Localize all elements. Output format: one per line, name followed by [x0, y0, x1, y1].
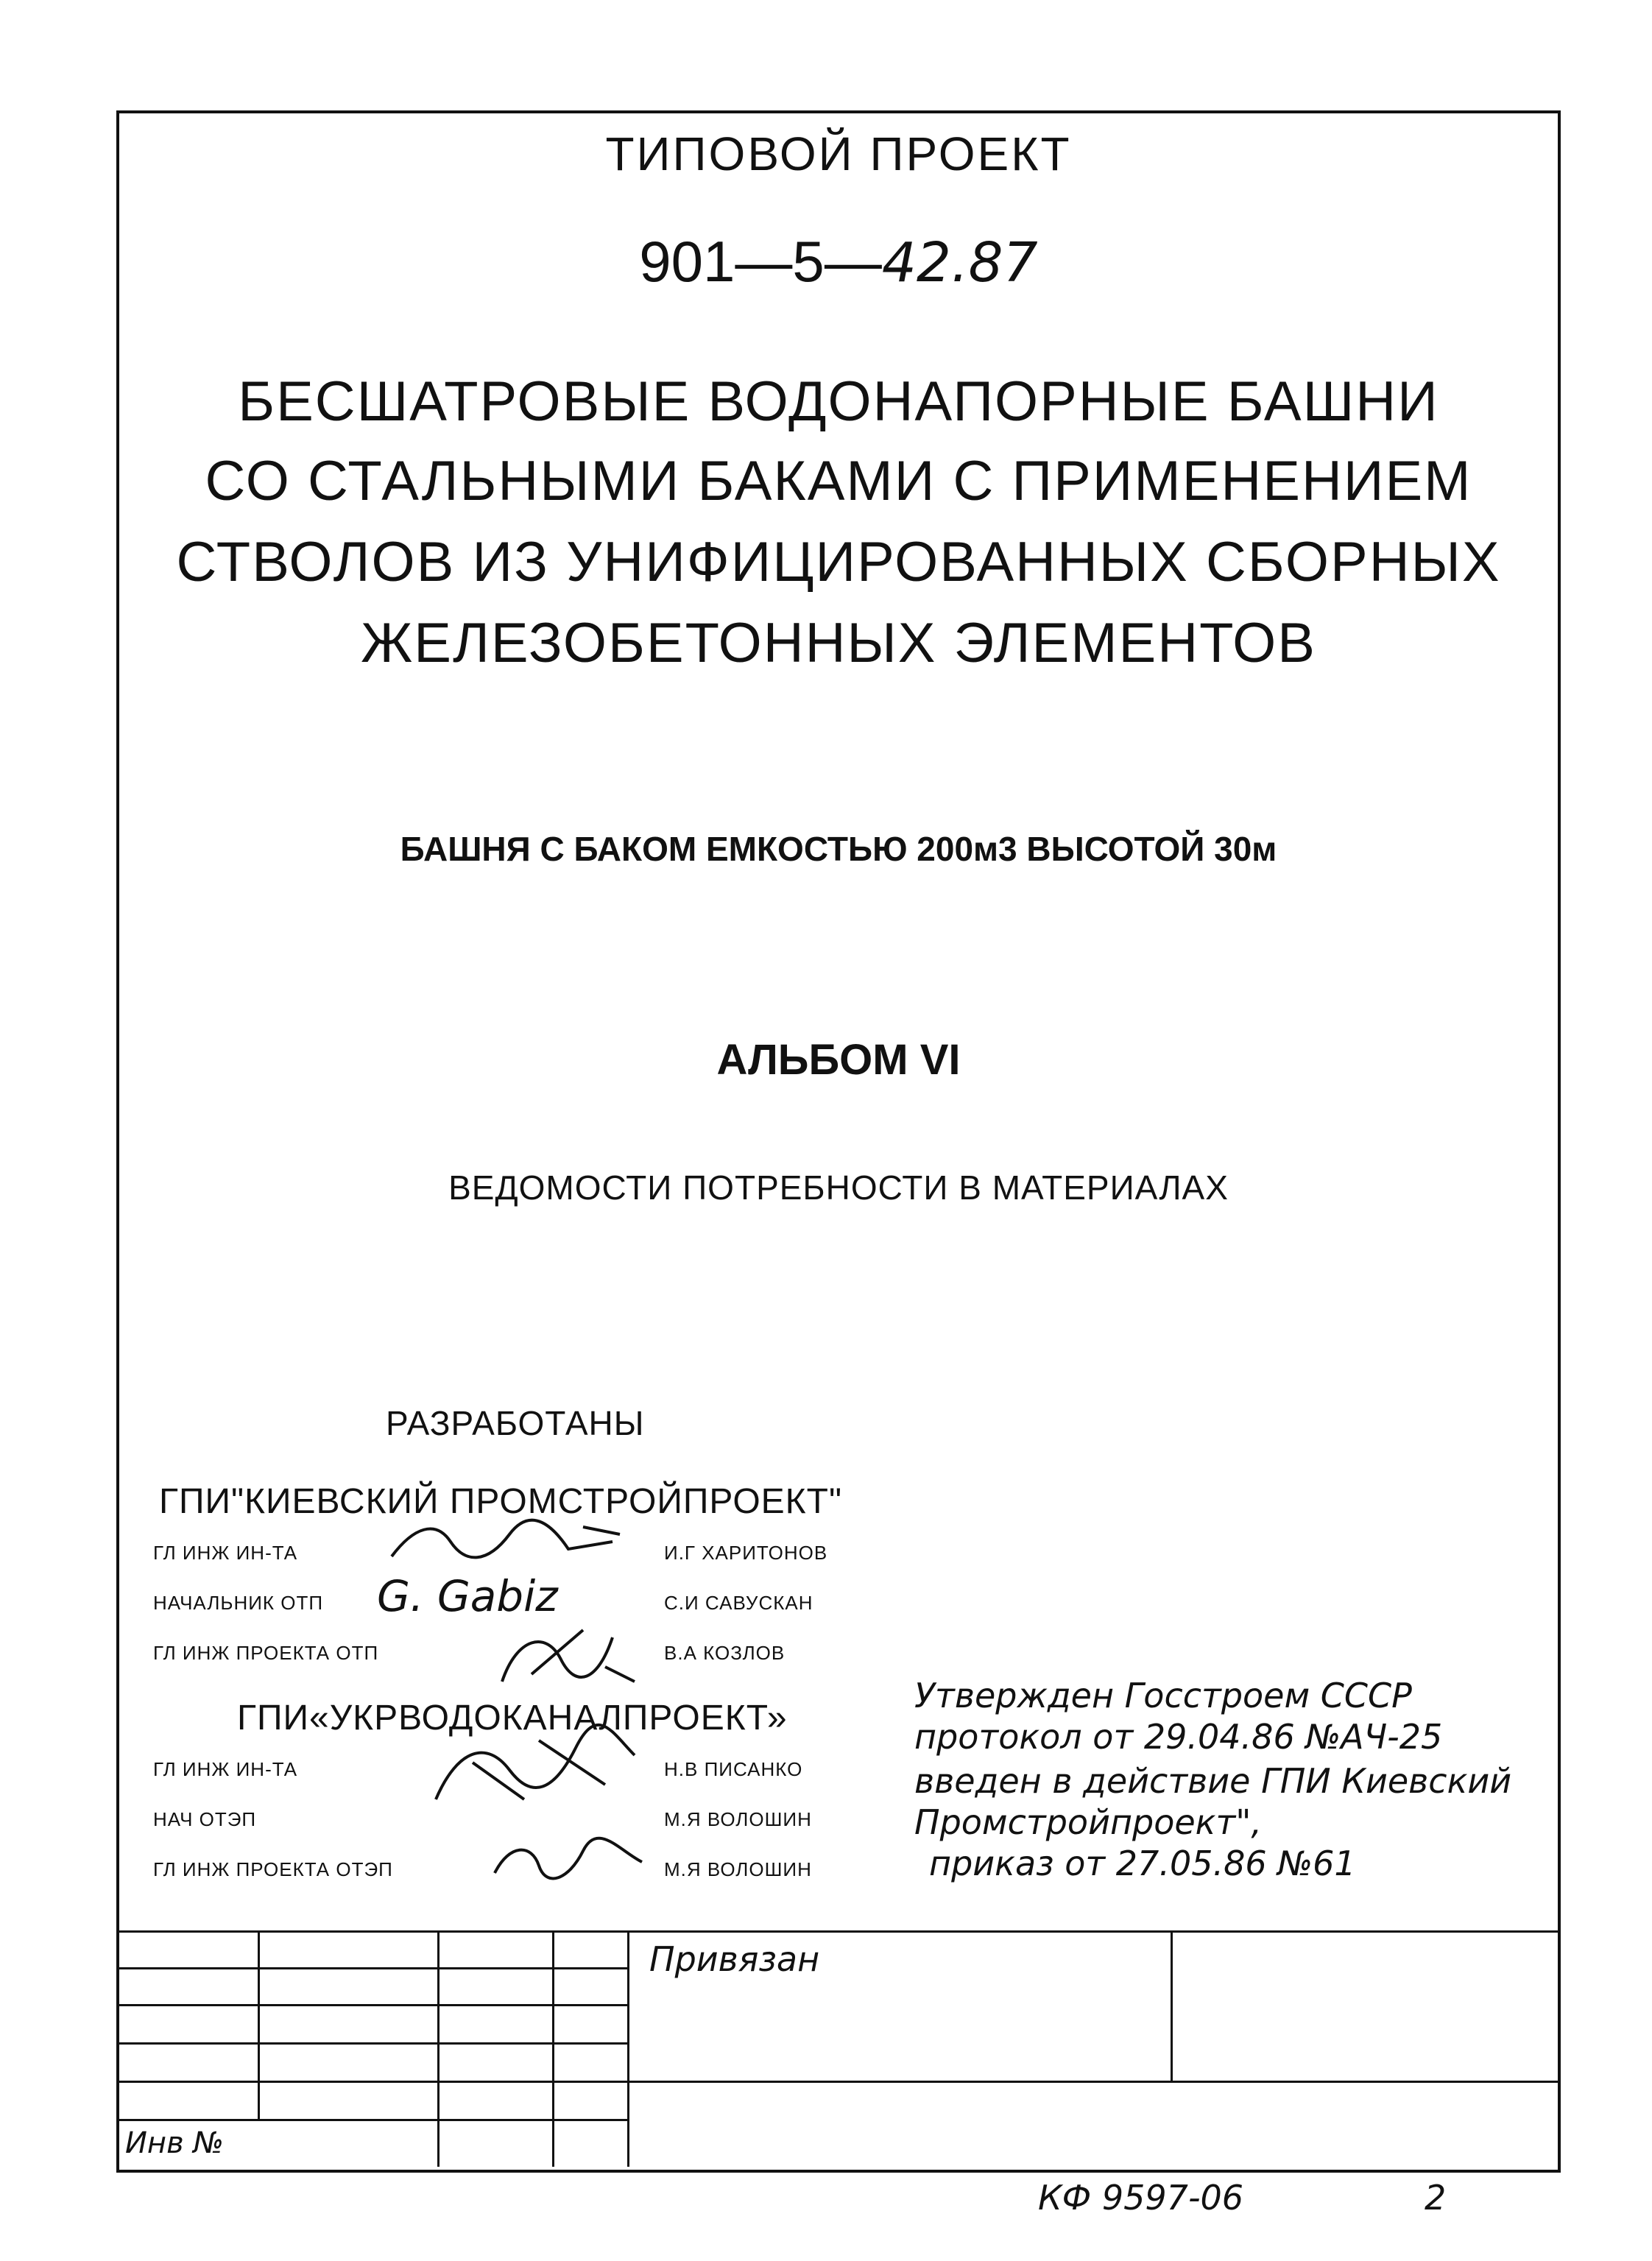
title-line-1: БЕСШАТРОВЫЕ ВОДОНАПОРНЫЕ БАШНИ: [238, 370, 1439, 433]
signature-3: [487, 1615, 649, 1696]
project-number: [119, 228, 1558, 295]
approval-line-4: Промстройпроект",: [914, 1802, 1263, 1842]
title-block-col-line: [627, 1930, 629, 2167]
document-code: КФ 9597-06: [1038, 2178, 1244, 2218]
org1-role-3: ГЛ ИНЖ ПРОЕКТА ОТП: [153, 1642, 379, 1664]
org2-name-1: Н.В ПИСАНКО: [664, 1758, 803, 1780]
title-block-col-line: [552, 1930, 554, 2167]
organization-1-name: ГПИ"КИЕВСКИЙ ПРОМСТРОЙПРОЕКТ": [159, 1482, 842, 1521]
title-block-col-line: [1171, 1930, 1173, 2081]
linked-label: Привязан: [649, 1939, 820, 1979]
title-block-row-line: [119, 2004, 627, 2006]
signature-4: [414, 1718, 649, 1814]
title-block-top-line: [119, 1930, 1558, 1933]
org2-role-3: ГЛ ИНЖ ПРОЕКТА ОТЭП: [153, 1858, 393, 1880]
org1-role-1: ГЛ ИНЖ ИН-ТА: [153, 1542, 298, 1564]
title-line-2: СО СТАЛЬНЫМИ БАКАМИ С ПРИМЕНЕНИЕМ: [205, 450, 1472, 512]
title-block-row-line: [119, 2081, 1558, 2083]
drawing-frame: [116, 110, 1561, 2173]
project-number-prefix: 901—5—: [639, 229, 882, 294]
signature-2: G. Gabiz: [377, 1571, 558, 1621]
tower-subtitle: БАШНЯ С БАКОМ ЕМКОСТЬЮ 200м3 ВЫСОТОЙ 30м: [400, 830, 1277, 868]
type-label: ТИПОВОЙ ПРОЕКТ: [605, 127, 1072, 180]
title-block-row-line: [119, 1967, 627, 1969]
signature-5: [480, 1829, 657, 1888]
title-block-row-line: [119, 2119, 627, 2121]
approval-line-5: приказ от 27.05.86 №61: [929, 1844, 1356, 1883]
org2-role-2: НАЧ ОТЭП: [153, 1808, 257, 1830]
approval-line-1: Утвержден Госстроем СССР: [914, 1676, 1412, 1715]
org1-name-3: В.А КОЗЛОВ: [664, 1642, 786, 1664]
album-number: АЛЬБОМ VI: [716, 1036, 961, 1084]
org2-name-3: М.Я ВОЛОШИН: [664, 1858, 812, 1880]
org2-role-1: ГЛ ИНЖ ИН-ТА: [153, 1758, 298, 1780]
title-line-3: СТВОЛОВ ИЗ УНИФИЦИРОВАННЫХ СБОРНЫХ: [176, 531, 1501, 593]
title-line-4: ЖЕЛЕЗОБЕТОННЫХ ЭЛЕМЕНТОВ: [361, 612, 1316, 674]
album-contents: ВЕДОМОСТИ ПОТРЕБНОСТИ В МАТЕРИАЛАХ: [448, 1168, 1229, 1207]
title-block-col-line: [258, 1930, 260, 2119]
title-block: [119, 1930, 1558, 2170]
title-block-col-line: [437, 1930, 440, 2167]
org1-role-2: НАЧАЛЬНИК ОТП: [153, 1592, 324, 1614]
organization-2-name: ГПИ«УКРВОДОКАНАЛПРОЕКТ»: [237, 1699, 788, 1738]
approval-line-2: протокол от 29.04.86 №АЧ-25: [914, 1717, 1443, 1757]
org1-name-1: И.Г ХАРИТОНОВ: [664, 1542, 828, 1564]
project-number-suffix: 42.87: [881, 231, 1038, 294]
signature-1: [384, 1512, 635, 1571]
org2-name-2: М.Я ВОЛОШИН: [664, 1808, 812, 1830]
inventory-number-label: Инв №: [125, 2126, 224, 2160]
approval-line-3: введен в действие ГПИ Киевский: [914, 1761, 1512, 1801]
developed-label: РАЗРАБОТАНЫ: [386, 1404, 645, 1442]
org1-name-2: С.И САВУСКАН: [664, 1592, 813, 1614]
title-block-row-line: [119, 2042, 627, 2045]
page-number: 2: [1425, 2178, 1447, 2218]
